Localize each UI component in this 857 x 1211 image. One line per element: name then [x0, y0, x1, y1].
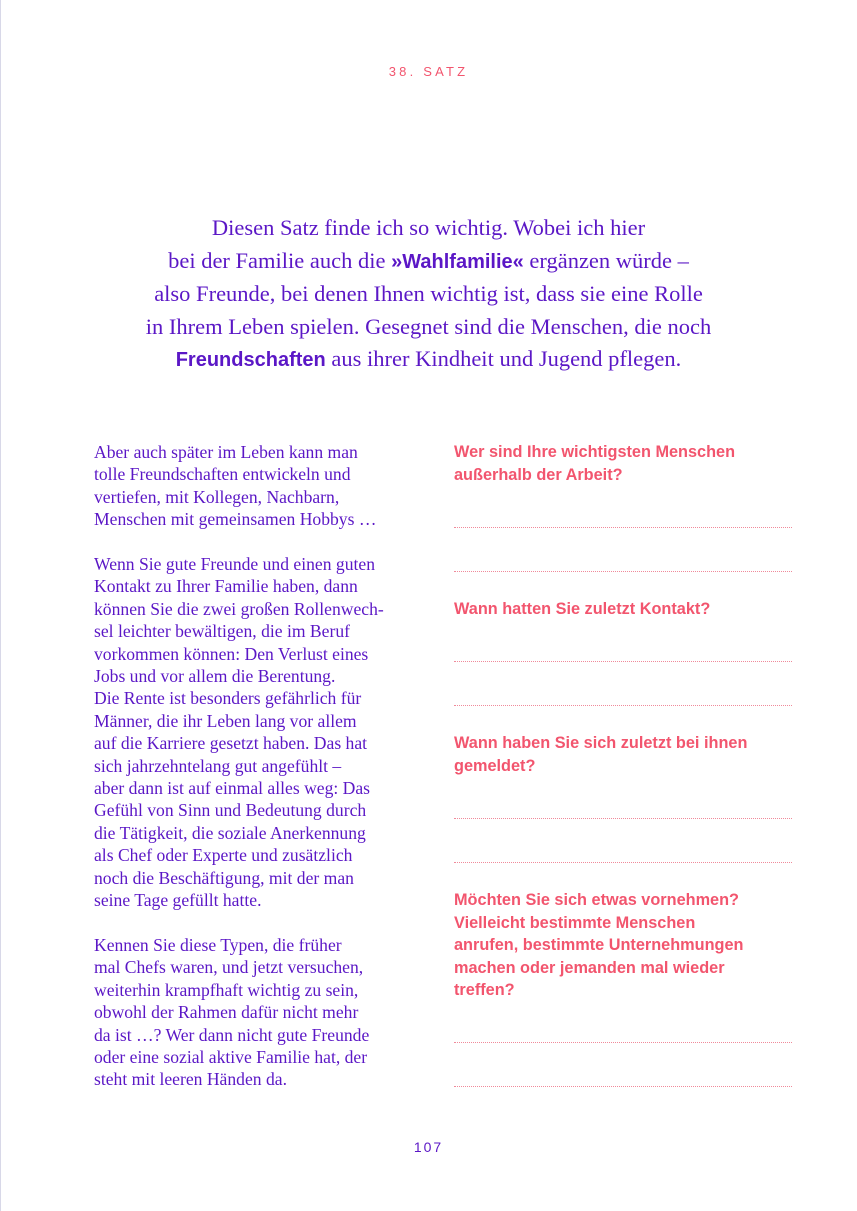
- question-1: Wer sind Ihre wichtigsten Menschen außerhalb der Arbeit?: [454, 443, 736, 484]
- body-paragraph: Aber auch später im Leben kann man tolle Freundschaften entwickeln und vertiefen, mit Kollegen, Nachbarn, Menschen mit gemeinsamen Hobbys …: [94, 442, 377, 530]
- intro-line: bei der Familie auch die »Wahlfamilie« ergänzen würde –: [168, 247, 689, 273]
- page-edge-divider: [0, 0, 1, 1211]
- intro-line: also Freunde, bei denen Ihnen wichtig ist, dass sie eine Rolle: [154, 281, 703, 306]
- answer-line[interactable]: [454, 705, 792, 706]
- answer-line[interactable]: [454, 862, 792, 863]
- freundschaften-emphasis: Freundschaften: [175, 349, 326, 371]
- body-text-column: [94, 441, 439, 1113]
- answer-line[interactable]: [454, 1042, 792, 1043]
- answer-line[interactable]: [454, 527, 792, 528]
- intro-line: Freundschaften aus ihrer Kindheit und Jugend pflegen.: [175, 346, 682, 371]
- answer-line[interactable]: [454, 571, 792, 572]
- question-3: Wann haben Sie sich zuletzt bei ihnen gemeldet?: [454, 734, 748, 775]
- answer-line[interactable]: [454, 1086, 792, 1087]
- intro-line: in Ihrem Leben spielen. Gesegnet sind die Menschen, die noch: [145, 313, 712, 339]
- question-2: Wann hatten Sie zuletzt Kontakt?: [454, 600, 711, 618]
- question-4: Möchten Sie sich etwas vornehmen? Vielleicht bestimmte Menschen anrufen, bestimmte Unternehmungen machen oder jemanden mal wieder treffen?: [454, 891, 744, 999]
- intro-line: Diesen Satz finde ich so wichtig. Wobei ich hier: [211, 215, 646, 240]
- answer-line[interactable]: [454, 661, 792, 662]
- body-paragraph: Wenn Sie gute Freunde und einen guten Kontakt zu Ihrer Familie haben, dann können Sie die zwei großen Rollenwech- sel leichter bewältigen, die im Beruf vorkommen können: Den Verlust eines Jobs und vor allem die Berentung. Die Rente ist besonders gefährlich für Männer, die ihr Leben lang vor allem auf die Karriere gesetzt haben. Das hat sich jahrzehntelang gut angefühlt – aber dann ist auf einmal alles weg: Das Gefühl von Sinn und Bedeutung durch die Tätigkeit, die soziale Anerkennung als Chef oder Experte und zusätzlich noch die Beschäftigung, mit der man seine Tage gefüllt hatte.: [94, 554, 384, 911]
- chapter-label: 38. SATZ: [388, 64, 469, 79]
- answer-line[interactable]: [454, 818, 792, 819]
- body-paragraph: Kennen Sie diese Typen, die früher mal Chefs waren, und jetzt versuchen, weiterhin krampfhaft wichtig zu sein, obwohl der Rahmen dafür nicht mehr da ist …? Wer dann nicht gute Freunde oder eine sozial aktive Familie hat, der steht mit leeren Händen da.: [94, 934, 370, 1090]
- wahlfamilie-emphasis: »Wahlfamilie«: [391, 250, 524, 273]
- intro-quote: [60, 212, 797, 377]
- page-number: 107: [413, 1139, 444, 1155]
